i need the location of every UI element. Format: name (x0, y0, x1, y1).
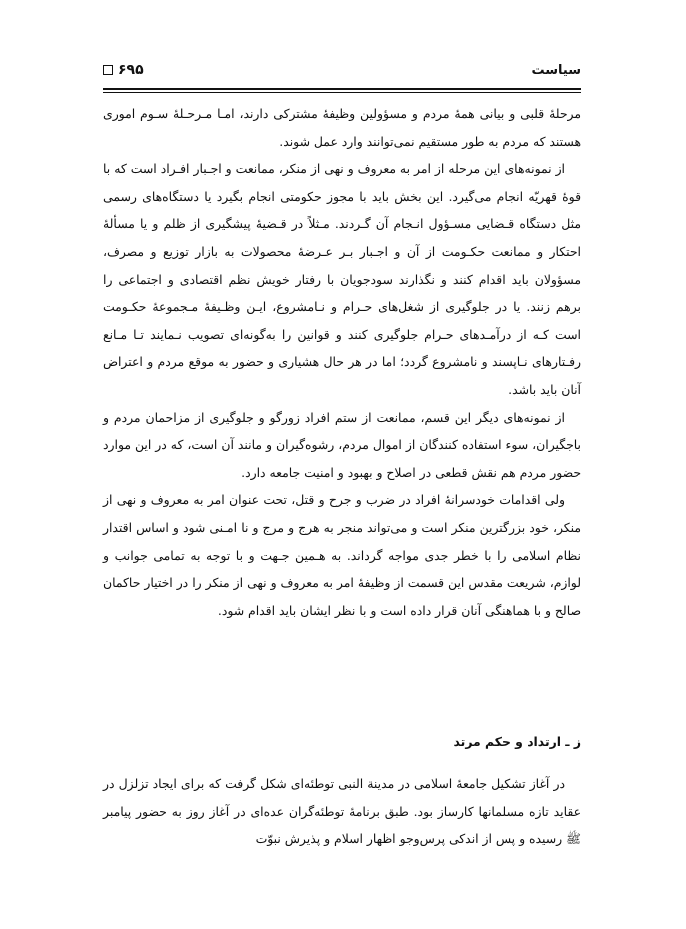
page-number-group (103, 62, 144, 78)
section-text (103, 770, 581, 853)
paragraph: در آغاز تشکیل جامعهٔ اسلامی در مدینة النبی توطئه‌ای شکل گرفت که برای ایجاد تزلزل در عقاید تازه مسلمانها کارساز بود. طبق برنامهٔ توطئه‌گران عده‌ای در آغاز روز به حضور پیامبر ﷺ رسیده و پس از اندکی پرس‌وجو اظهار اسلام و پذیرش نبوّت (103, 776, 581, 847)
square-bullet-icon (103, 65, 113, 75)
section-heading: ز ـ ارتداد و حکم مرتد (453, 734, 581, 749)
main-text (103, 100, 581, 624)
running-title: سیاست (531, 63, 581, 78)
page-header (103, 60, 581, 86)
paragraph: از نمونه‌های دیگر این قسم، ممانعت از ستم افراد زورگو و جلوگیری از مزاحمان مردم و باجگیران، سوء استفاده کنندگان از اموال مردم، رشوه‌گیران و مانند آن است، که در این موارد حضور مردم هم نقش قطعی در اصلاح و بهبود و امنیت جامعه دارد. (103, 409, 581, 480)
paragraph-continued: مرحلهٔ قلبی و بیانی همهٔ مردم و مسؤولین وظیفهٔ مشترکی دارند، امـا مـرحـلهٔ سـوم اموری هستند که مردم به طور مستقیم نمی‌توانند وارد عمل شوند. (103, 106, 581, 149)
header-rule-thin (103, 92, 581, 93)
header-rule-thick (103, 88, 581, 90)
paragraph: ولی اقدامات خودسرانهٔ افراد در ضرب و جرح و قتل، تحت عنوان امر به معروف و نهی از منکر، خود بزرگترین منکر است و می‌تواند منجر به هرج و مرج و نا امـنی شود و اساس اقتدار نظام اسلامی را با خطر جدی مواجه گرداند. به هـمین جـهت و با توجه به تمامی جوانب و لوازم، شریعت مقدس این قسمت از وظیفهٔ امر به معروف و نهی از منکر را در اختیار حاکمان صالح و با هماهنگی آنان قرار داده است و با نظر ایشان باید اقدام شود. (103, 492, 581, 618)
paragraph: از نمونه‌های این مرحله از امر به معروف و نهی از منکر، ممانعت و اجـبار افـراد است که با قوهٔ قهریّه انجام می‌گیرد. این بخش باید با مجوز حکومتی انجام بگیرد یا دستگاه‌های رسمی مثل دستگاه قـضایی مسـؤول انـجام آن گـردند. مـثلاً در قـضیهٔ پیشگیری از ظلم و یا مسألهٔ احتکار و ممانعت حکـومت از آن و اجـبار بـر عـرضهٔ محصولات به بازار توزیع و مصرف، مسؤولان باید اقدام کنند و نگذارند سودجویان با رفتار خویش نظم اقتصادی و اجتماعی را برهم زنند. یا در جلوگیری از شغل‌های حـرام و نـامشروع، ایـن وظـیفهٔ مـجموعهٔ حکـومت است کـه از درآمـدهای حـرام جلوگیری کنند و قوانین را به‌گونه‌ای تصویب نـمایند تـا مـانع رفـتارهای نـاپسند و نامشروع گردد؛ اما در هر حال هشیاری و حضور به موقع مردم و اعتراض آنان باید باشد. (103, 161, 581, 397)
page-number: ۶۹۵ (118, 62, 144, 78)
